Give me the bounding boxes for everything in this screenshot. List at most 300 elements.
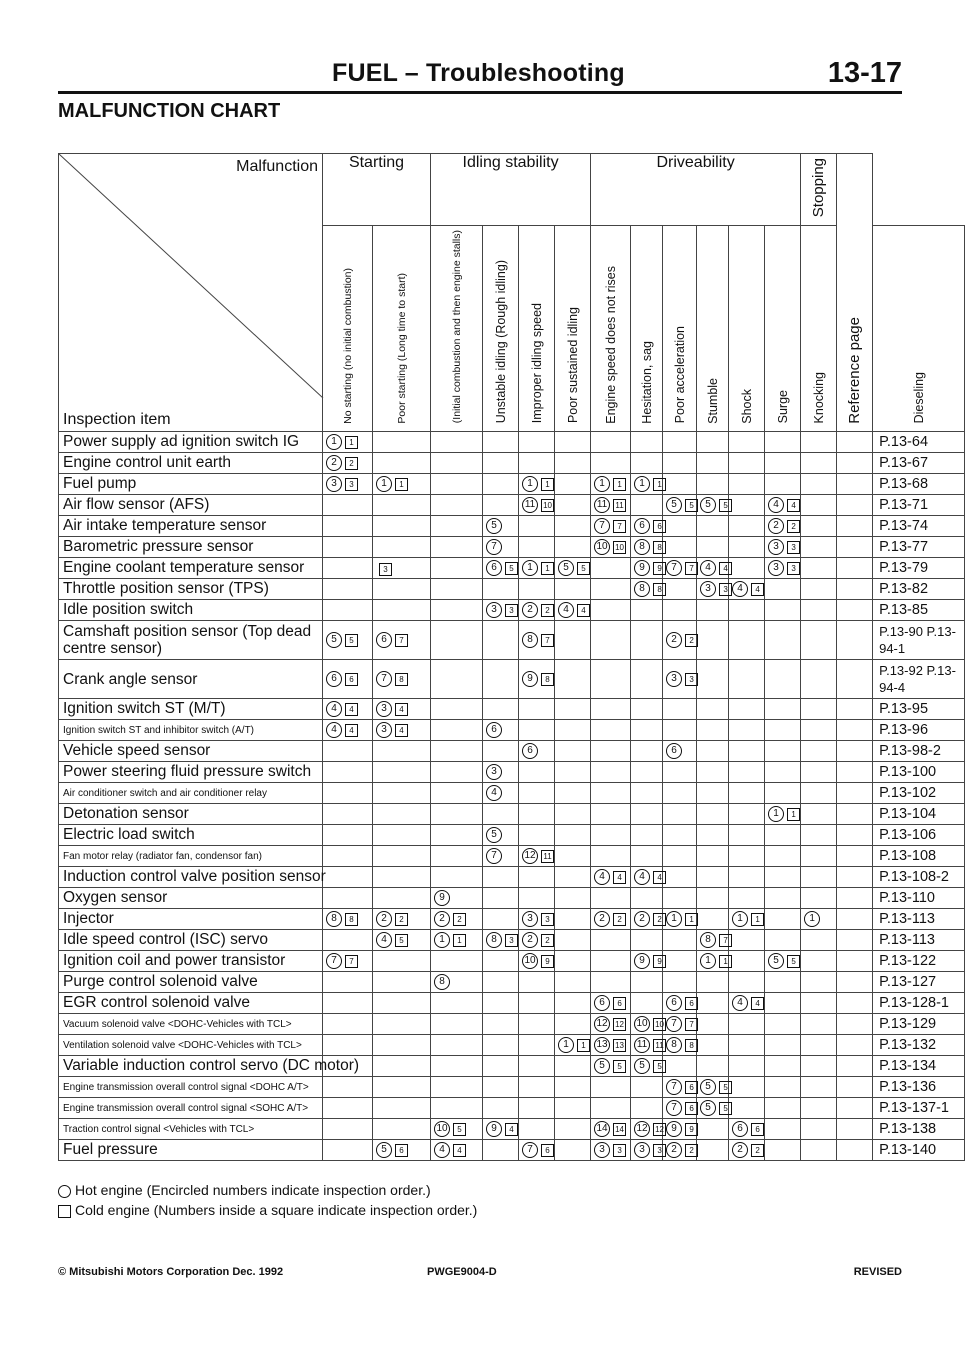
inspection-item: Fan motor relay (radiator fan, condensor fan) xyxy=(59,846,323,867)
reference-page: P.13-137-1 xyxy=(873,1098,965,1119)
order-cell xyxy=(729,762,765,783)
order-cell xyxy=(431,720,483,741)
hot-order-mark: 4 xyxy=(486,785,502,801)
order-cell xyxy=(765,1014,801,1035)
inspection-item: Oxygen sensor xyxy=(59,888,323,909)
cold-order-mark: 11 xyxy=(653,1039,666,1052)
inspection-item: Variable induction control servo (DC motor) xyxy=(59,1056,323,1077)
order-cell xyxy=(631,432,663,453)
order-cell xyxy=(431,993,483,1014)
inspection-item: Fuel pressure xyxy=(59,1140,323,1161)
hot-order-mark: 3 xyxy=(486,764,502,780)
cold-order-mark: 12 xyxy=(613,1018,626,1031)
order-cell xyxy=(801,516,837,537)
order-cell xyxy=(431,972,483,993)
order-cell xyxy=(323,660,373,699)
order-cell xyxy=(729,1056,765,1077)
order-cell xyxy=(837,453,873,474)
order-cell xyxy=(519,720,555,741)
hot-order-mark: 4 xyxy=(326,701,342,717)
hot-order-mark: 5 xyxy=(486,518,502,534)
order-cell xyxy=(431,825,483,846)
hot-order-mark: 11 xyxy=(522,497,538,513)
order-cell xyxy=(729,1119,765,1140)
cold-order-mark: 1 xyxy=(685,913,698,926)
order-cell xyxy=(483,930,519,951)
table-row xyxy=(59,516,965,537)
column-header: Stumble xyxy=(697,226,729,432)
order-cell xyxy=(765,453,801,474)
hot-order-mark: 4 xyxy=(594,869,610,885)
order-cell xyxy=(323,783,373,804)
cold-order-mark: 5 xyxy=(505,562,518,575)
inspection-item: Ignition switch ST (M/T) xyxy=(59,699,323,720)
cold-order-mark: 4 xyxy=(395,703,408,716)
order-cell xyxy=(765,888,801,909)
hot-order-mark: 10 xyxy=(634,1016,650,1032)
order-cell xyxy=(431,558,483,579)
table-row xyxy=(59,600,965,621)
order-cell xyxy=(555,1035,591,1056)
order-cell xyxy=(519,1119,555,1140)
order-cell xyxy=(373,1014,431,1035)
reference-page: P.13-132 xyxy=(873,1035,965,1056)
order-cell xyxy=(323,1140,373,1161)
order-cell xyxy=(801,825,837,846)
table-corner-cell xyxy=(59,154,323,432)
order-cell xyxy=(801,432,837,453)
order-cell xyxy=(765,699,801,720)
table-row xyxy=(59,474,965,495)
order-cell xyxy=(631,660,663,699)
table-row xyxy=(59,867,965,888)
order-cell xyxy=(555,660,591,699)
hot-order-mark: 7 xyxy=(666,1016,682,1032)
order-cell xyxy=(555,804,591,825)
order-cell xyxy=(519,804,555,825)
column-header: Dieseling xyxy=(873,226,965,432)
cold-order-mark: 3 xyxy=(719,583,732,596)
order-cell xyxy=(631,1056,663,1077)
order-cell xyxy=(631,621,663,660)
order-cell xyxy=(555,783,591,804)
order-cell xyxy=(801,537,837,558)
cold-order-mark: 4 xyxy=(345,724,358,737)
order-cell xyxy=(519,600,555,621)
cold-order-mark: 5 xyxy=(719,499,732,512)
order-cell xyxy=(431,495,483,516)
reference-page: P.13-110 xyxy=(873,888,965,909)
order-cell xyxy=(631,762,663,783)
order-cell xyxy=(663,453,697,474)
order-cell xyxy=(519,453,555,474)
inspection-item: Engine control unit earth xyxy=(59,453,323,474)
reference-page: P.13-85 xyxy=(873,600,965,621)
hot-order-mark: 11 xyxy=(594,497,610,513)
order-cell xyxy=(663,867,697,888)
order-cell xyxy=(801,579,837,600)
cold-order-mark: 3 xyxy=(653,1144,666,1157)
order-cell xyxy=(483,846,519,867)
cold-order-mark: 6 xyxy=(685,997,698,1010)
order-cell xyxy=(431,579,483,600)
order-cell xyxy=(373,1098,431,1119)
cold-order-mark: 5 xyxy=(787,955,800,968)
hot-order-mark: 7 xyxy=(326,953,342,969)
cold-order-mark: 1 xyxy=(613,478,626,491)
order-cell xyxy=(663,1140,697,1161)
order-cell xyxy=(373,1077,431,1098)
order-cell xyxy=(519,867,555,888)
corner-malfunction-label: Malfunction xyxy=(236,158,318,175)
order-cell xyxy=(801,762,837,783)
order-cell xyxy=(765,1077,801,1098)
order-cell xyxy=(483,537,519,558)
order-cell xyxy=(837,951,873,972)
order-cell xyxy=(555,1119,591,1140)
order-cell xyxy=(591,495,631,516)
order-cell xyxy=(591,951,631,972)
order-cell xyxy=(431,867,483,888)
cold-order-mark: 11 xyxy=(613,499,626,512)
order-cell xyxy=(591,1056,631,1077)
order-cell xyxy=(631,1077,663,1098)
order-cell xyxy=(373,432,431,453)
cold-order-mark: 3 xyxy=(505,934,518,947)
order-cell xyxy=(663,1098,697,1119)
hot-order-mark: 7 xyxy=(666,1079,682,1095)
hot-order-mark: 8 xyxy=(434,974,450,990)
order-cell xyxy=(631,600,663,621)
order-cell xyxy=(729,993,765,1014)
order-cell xyxy=(519,1098,555,1119)
cold-order-mark: 5 xyxy=(685,499,698,512)
order-cell xyxy=(519,1056,555,1077)
order-cell xyxy=(837,1056,873,1077)
order-cell xyxy=(631,846,663,867)
order-cell xyxy=(323,432,373,453)
order-cell xyxy=(519,888,555,909)
order-cell xyxy=(373,762,431,783)
reference-page: P.13-138 xyxy=(873,1119,965,1140)
hot-order-mark: 8 xyxy=(634,539,650,555)
order-cell xyxy=(591,888,631,909)
order-cell xyxy=(663,474,697,495)
hot-order-mark: 1 xyxy=(634,476,650,492)
inspection-item: Induction control valve position sensor xyxy=(59,867,323,888)
hot-order-mark: 9 xyxy=(634,953,650,969)
order-cell xyxy=(837,1077,873,1098)
order-cell xyxy=(837,720,873,741)
order-cell xyxy=(697,720,729,741)
reference-page: P.13-67 xyxy=(873,453,965,474)
order-cell xyxy=(483,621,519,660)
inspection-item: Crank angle sensor xyxy=(59,660,323,699)
order-cell xyxy=(663,558,697,579)
order-cell xyxy=(591,846,631,867)
order-cell xyxy=(837,579,873,600)
order-cell xyxy=(765,867,801,888)
hot-order-mark: 3 xyxy=(486,602,502,618)
column-header: No starting (no initial combustion) xyxy=(323,226,373,432)
order-cell xyxy=(631,783,663,804)
reference-page: P.13-100 xyxy=(873,762,965,783)
order-cell xyxy=(801,930,837,951)
cold-order-mark: 14 xyxy=(613,1123,626,1136)
order-cell xyxy=(631,888,663,909)
order-cell xyxy=(631,579,663,600)
order-cell xyxy=(697,804,729,825)
order-cell xyxy=(431,1119,483,1140)
order-cell xyxy=(431,453,483,474)
order-cell xyxy=(729,909,765,930)
order-cell xyxy=(765,600,801,621)
order-cell xyxy=(483,432,519,453)
order-cell xyxy=(837,972,873,993)
cold-order-mark: 1 xyxy=(345,436,358,449)
order-cell xyxy=(519,993,555,1014)
reference-page: P.13-122 xyxy=(873,951,965,972)
header-rule xyxy=(58,91,902,94)
order-cell xyxy=(801,600,837,621)
inspection-item: Idle speed control (ISC) servo xyxy=(59,930,323,951)
reference-page: P.13-79 xyxy=(873,558,965,579)
order-cell xyxy=(591,699,631,720)
order-cell xyxy=(323,1014,373,1035)
order-cell xyxy=(663,516,697,537)
order-cell xyxy=(697,1014,729,1035)
hot-order-mark: 2 xyxy=(522,602,538,618)
hot-order-mark: 4 xyxy=(326,722,342,738)
inspection-item: Vehicle speed sensor xyxy=(59,741,323,762)
order-cell xyxy=(591,993,631,1014)
hot-order-mark: 2 xyxy=(326,455,342,471)
reference-page: P.13-68 xyxy=(873,474,965,495)
cold-order-mark: 13 xyxy=(613,1039,626,1052)
order-cell xyxy=(837,930,873,951)
hot-order-mark: 7 xyxy=(594,518,610,534)
order-cell xyxy=(483,1140,519,1161)
table-row xyxy=(59,720,965,741)
order-cell xyxy=(373,1035,431,1056)
cold-order-mark: 3 xyxy=(613,1144,626,1157)
order-cell xyxy=(591,1035,631,1056)
order-cell xyxy=(591,516,631,537)
order-cell xyxy=(837,699,873,720)
hot-order-mark: 4 xyxy=(700,560,716,576)
column-header: Shock xyxy=(729,226,765,432)
order-cell xyxy=(519,846,555,867)
order-cell xyxy=(519,621,555,660)
order-cell xyxy=(519,516,555,537)
column-header: Improper idling speed xyxy=(519,226,555,432)
cold-order-mark: 2 xyxy=(345,457,358,470)
order-cell xyxy=(519,1140,555,1161)
order-cell xyxy=(765,825,801,846)
hot-order-mark: 4 xyxy=(434,1142,450,1158)
order-cell xyxy=(663,621,697,660)
order-cell xyxy=(555,888,591,909)
order-cell xyxy=(631,1035,663,1056)
cold-order-mark: 3 xyxy=(541,913,554,926)
order-cell xyxy=(663,660,697,699)
cold-order-mark: 8 xyxy=(345,913,358,926)
order-cell xyxy=(483,1077,519,1098)
table-row xyxy=(59,432,965,453)
cold-order-mark: 4 xyxy=(345,703,358,716)
order-cell xyxy=(765,1035,801,1056)
order-cell xyxy=(323,762,373,783)
order-cell xyxy=(591,741,631,762)
order-cell xyxy=(801,474,837,495)
inspection-item: Engine transmission overall control signal <DOHC A/T> xyxy=(59,1077,323,1098)
hot-order-mark: 8 xyxy=(326,911,342,927)
hot-order-mark: 5 xyxy=(326,632,342,648)
reference-page: P.13-71 xyxy=(873,495,965,516)
hot-order-mark: 10 xyxy=(594,539,610,555)
order-cell xyxy=(431,783,483,804)
order-cell xyxy=(663,825,697,846)
corner-inspection-label: Inspection item xyxy=(63,411,171,429)
order-cell xyxy=(729,951,765,972)
order-cell xyxy=(801,972,837,993)
cold-order-mark: 10 xyxy=(653,1018,666,1031)
order-cell xyxy=(729,558,765,579)
inspection-item: Air flow sensor (AFS) xyxy=(59,495,323,516)
hot-order-mark: 13 xyxy=(594,1037,610,1053)
order-cell xyxy=(729,660,765,699)
order-cell xyxy=(837,474,873,495)
hot-order-mark: 6 xyxy=(486,722,502,738)
hot-order-mark: 12 xyxy=(522,848,538,864)
table-row xyxy=(59,846,965,867)
table-row xyxy=(59,804,965,825)
hot-order-mark: 2 xyxy=(666,632,682,648)
hot-order-mark: 7 xyxy=(666,560,682,576)
order-cell xyxy=(323,993,373,1014)
order-cell xyxy=(519,909,555,930)
table-row xyxy=(59,825,965,846)
order-cell xyxy=(373,804,431,825)
hot-order-mark: 1 xyxy=(522,560,538,576)
hot-order-mark: 4 xyxy=(732,995,748,1011)
hot-order-mark: 7 xyxy=(486,848,502,864)
order-cell xyxy=(519,660,555,699)
cold-order-mark: 8 xyxy=(653,583,666,596)
hot-order-mark: 12 xyxy=(634,1121,650,1137)
column-header: Poor starting (Long time to start) xyxy=(373,226,431,432)
table-row xyxy=(59,579,965,600)
order-cell xyxy=(431,1098,483,1119)
cold-order-mark: 6 xyxy=(653,520,666,533)
order-cell xyxy=(765,432,801,453)
inspection-item: Barometric pressure sensor xyxy=(59,537,323,558)
cold-order-mark: 5 xyxy=(613,1060,626,1073)
cold-order-mark: 6 xyxy=(541,1144,554,1157)
order-cell xyxy=(373,516,431,537)
footer-status: REVISED xyxy=(853,1266,902,1278)
order-cell xyxy=(837,600,873,621)
order-cell xyxy=(697,951,729,972)
order-cell xyxy=(663,930,697,951)
order-cell xyxy=(483,1119,519,1140)
page-number: 13-17 xyxy=(827,57,902,89)
hot-order-mark: 3 xyxy=(634,1142,650,1158)
order-cell xyxy=(631,804,663,825)
order-cell xyxy=(431,1035,483,1056)
hot-order-mark: 5 xyxy=(768,953,784,969)
hot-order-mark: 4 xyxy=(558,602,574,618)
inspection-item: Electric load switch xyxy=(59,825,323,846)
hot-order-mark: 4 xyxy=(376,932,392,948)
page-title: FUEL – Troubleshooting xyxy=(332,59,625,87)
order-cell xyxy=(323,579,373,600)
order-cell xyxy=(591,537,631,558)
hot-order-mark: 6 xyxy=(486,560,502,576)
group-header-driveability: Driveability xyxy=(591,154,801,226)
order-cell xyxy=(631,1014,663,1035)
order-cell xyxy=(431,699,483,720)
order-cell xyxy=(729,453,765,474)
circle-icon xyxy=(58,1185,71,1198)
order-cell xyxy=(697,1119,729,1140)
order-cell xyxy=(323,1098,373,1119)
order-cell xyxy=(729,699,765,720)
order-cell xyxy=(323,867,373,888)
order-cell xyxy=(519,558,555,579)
order-cell xyxy=(431,762,483,783)
order-cell xyxy=(801,1035,837,1056)
hot-order-mark: 4 xyxy=(732,581,748,597)
order-cell xyxy=(591,783,631,804)
cold-order-mark: 9 xyxy=(653,562,666,575)
table-row xyxy=(59,1098,965,1119)
order-cell xyxy=(837,993,873,1014)
order-cell xyxy=(631,867,663,888)
order-cell xyxy=(729,537,765,558)
order-cell xyxy=(765,1098,801,1119)
hot-order-mark: 3 xyxy=(594,1142,610,1158)
hot-order-mark: 4 xyxy=(634,869,650,885)
order-cell xyxy=(765,993,801,1014)
order-cell xyxy=(697,699,729,720)
hot-order-mark: 1 xyxy=(768,806,784,822)
order-cell xyxy=(729,1098,765,1119)
hot-order-mark: 7 xyxy=(376,671,392,687)
order-cell xyxy=(729,516,765,537)
order-cell xyxy=(431,1056,483,1077)
table-row xyxy=(59,495,965,516)
reference-page: P.13-102 xyxy=(873,783,965,804)
order-cell xyxy=(323,495,373,516)
order-cell xyxy=(373,558,431,579)
cold-order-mark: 2 xyxy=(787,520,800,533)
order-cell xyxy=(373,699,431,720)
order-cell xyxy=(765,1119,801,1140)
cold-order-mark: 1 xyxy=(541,562,554,575)
table-row xyxy=(59,1014,965,1035)
order-cell xyxy=(373,972,431,993)
page-header xyxy=(0,55,960,95)
hot-order-mark: 1 xyxy=(326,434,342,450)
order-cell xyxy=(631,720,663,741)
cold-order-mark: 2 xyxy=(541,604,554,617)
order-cell xyxy=(729,474,765,495)
order-cell xyxy=(555,909,591,930)
cold-order-mark: 4 xyxy=(505,1123,518,1136)
order-cell xyxy=(431,909,483,930)
hot-order-mark: 2 xyxy=(434,911,450,927)
